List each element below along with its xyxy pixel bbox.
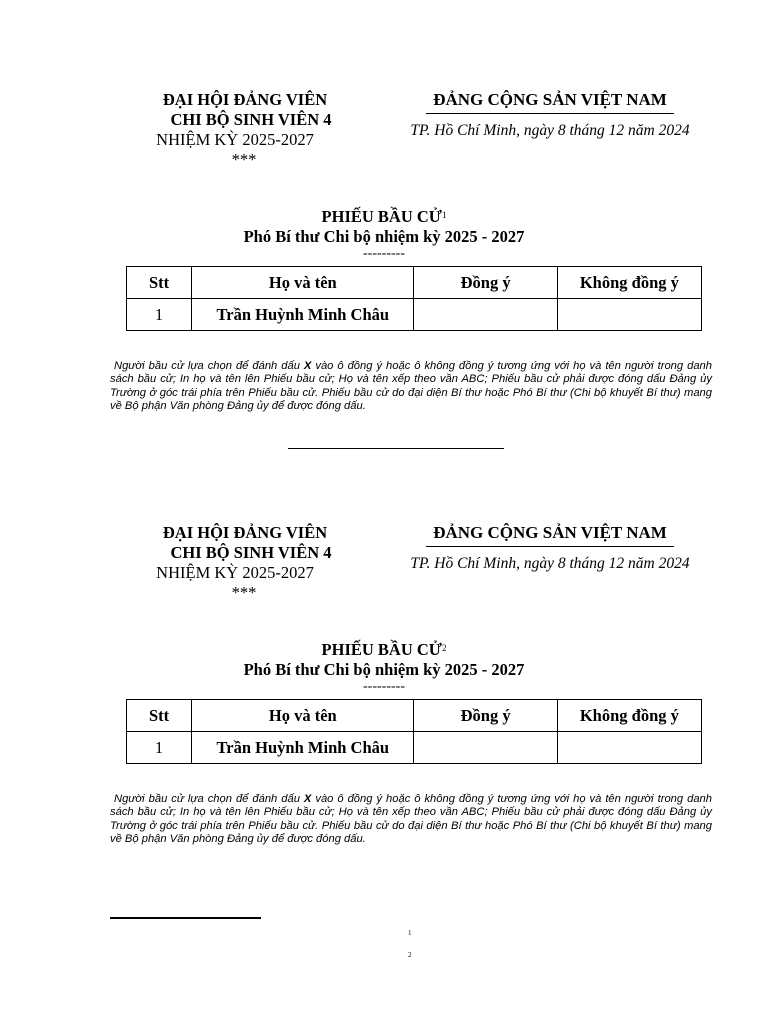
congress-line: ĐẠI HỘI ĐẢNG VIÊN — [162, 523, 328, 542]
note-text-end: vào ô đồng ý hoặc ô không đồng ý tương ứng với họ và tên người trong danh sách bầu cử; In họ và tên lên Phiếu bầu cử; Họ và tên xếp theo vần ABC; Phiếu bầu cử phải được đóng dấu Đảng ủy Trường ở góc trái phía trên Phiếu bầu cử. Phiếu bầu cử do đại diện Bí thư hoặc Phó Bí thư (Chi bộ khuyết Bí thư) mang về Bộ phận Văn phòng Đảng ủy để được đóng dấu. — [110, 360, 712, 412]
party-name: ĐẢNG CỘNG SẢN VIỆT NAM — [433, 523, 667, 542]
congress-header — [145, 90, 345, 170]
col-agree: Đồng ý — [414, 267, 557, 299]
term-line: NHIỆM KỲ 2025-2027 — [156, 130, 314, 149]
party-underline — [426, 113, 674, 114]
table-header-row — [127, 700, 702, 732]
note-mark: X — [303, 360, 312, 372]
col-agree: Đồng ý — [414, 700, 557, 732]
party-header — [395, 90, 705, 140]
asterisks: *** — [231, 150, 257, 169]
chapter-line: CHI BỘ SINH VIÊN 4 — [170, 110, 332, 129]
ballot-subtitle: Phó Bí thư Chi bộ nhiệm kỳ 2025 - 2027 — [243, 660, 525, 679]
row-stt: 1 — [127, 732, 192, 764]
ballot-separator — [288, 448, 504, 449]
candidate-name: Trần Huỳnh Minh Châu — [192, 732, 414, 764]
asterisks: *** — [231, 583, 257, 602]
table-row — [127, 299, 702, 331]
table-row — [127, 732, 702, 764]
vote-table — [126, 699, 702, 764]
footnote-rule — [110, 917, 261, 919]
table-header-row — [127, 267, 702, 299]
title-divider: --------- — [363, 679, 405, 694]
col-stt: Stt — [127, 267, 192, 299]
title-divider: --------- — [363, 246, 405, 261]
ballot-title-block — [0, 640, 768, 694]
footnote-ref[interactable]: 1 — [441, 210, 447, 220]
note-mark: X — [303, 793, 312, 805]
instruction-note — [110, 793, 712, 846]
footnote-2: 2 — [408, 951, 412, 959]
disagree-cell[interactable] — [557, 299, 701, 331]
party-header — [395, 523, 705, 573]
ballot-title-text: PHIẾU BẦU CỬ — [321, 207, 442, 226]
col-stt: Stt — [127, 700, 192, 732]
congress-line: ĐẠI HỘI ĐẢNG VIÊN — [162, 90, 328, 109]
term-line: NHIỆM KỲ 2025-2027 — [156, 563, 314, 582]
col-disagree: Không đồng ý — [557, 700, 701, 732]
congress-header — [145, 523, 345, 603]
agree-cell[interactable] — [414, 299, 557, 331]
date-line: TP. Hồ Chí Minh, ngày 8 tháng 12 năm 2024 — [410, 122, 690, 139]
party-name: ĐẢNG CỘNG SẢN VIỆT NAM — [433, 90, 667, 109]
col-name: Họ và tên — [192, 267, 414, 299]
row-stt: 1 — [127, 299, 192, 331]
note-text-end: vào ô đồng ý hoặc ô không đồng ý tương ứng với họ và tên người trong danh sách bầu cử; In họ và tên lên Phiếu bầu cử; Họ và tên xếp theo vần ABC; Phiếu bầu cử phải được đóng dấu Đảng ủy Trường ở góc trái phía trên Phiếu bầu cử. Phiếu bầu cử do đại diện Bí thư hoặc Phó Bí thư (Chi bộ khuyết Bí thư) mang về Bộ phận Văn phòng Đảng ủy để được đóng dấu. — [110, 793, 712, 845]
vote-table — [126, 266, 702, 331]
instruction-note — [110, 360, 712, 413]
note-text-start: Người bầu cử lựa chọn để đánh dấu — [114, 360, 304, 372]
col-name: Họ và tên — [192, 700, 414, 732]
footnote-ref[interactable]: 2 — [441, 643, 447, 653]
col-disagree: Không đồng ý — [557, 267, 701, 299]
party-underline — [426, 546, 674, 547]
date-line: TP. Hồ Chí Minh, ngày 8 tháng 12 năm 2024 — [410, 555, 690, 572]
candidate-name: Trần Huỳnh Minh Châu — [192, 299, 414, 331]
agree-cell[interactable] — [414, 732, 557, 764]
ballot-title — [0, 207, 768, 227]
ballot-title-text: PHIẾU BẦU CỬ — [321, 640, 442, 659]
disagree-cell[interactable] — [557, 732, 701, 764]
ballot-subtitle: Phó Bí thư Chi bộ nhiệm kỳ 2025 - 2027 — [243, 227, 525, 246]
ballot-title-block — [0, 207, 768, 261]
ballot-title — [0, 640, 768, 660]
note-text-start: Người bầu cử lựa chọn để đánh dấu — [114, 793, 304, 805]
chapter-line: CHI BỘ SINH VIÊN 4 — [170, 543, 332, 562]
footnote-1: 1 — [408, 929, 412, 937]
